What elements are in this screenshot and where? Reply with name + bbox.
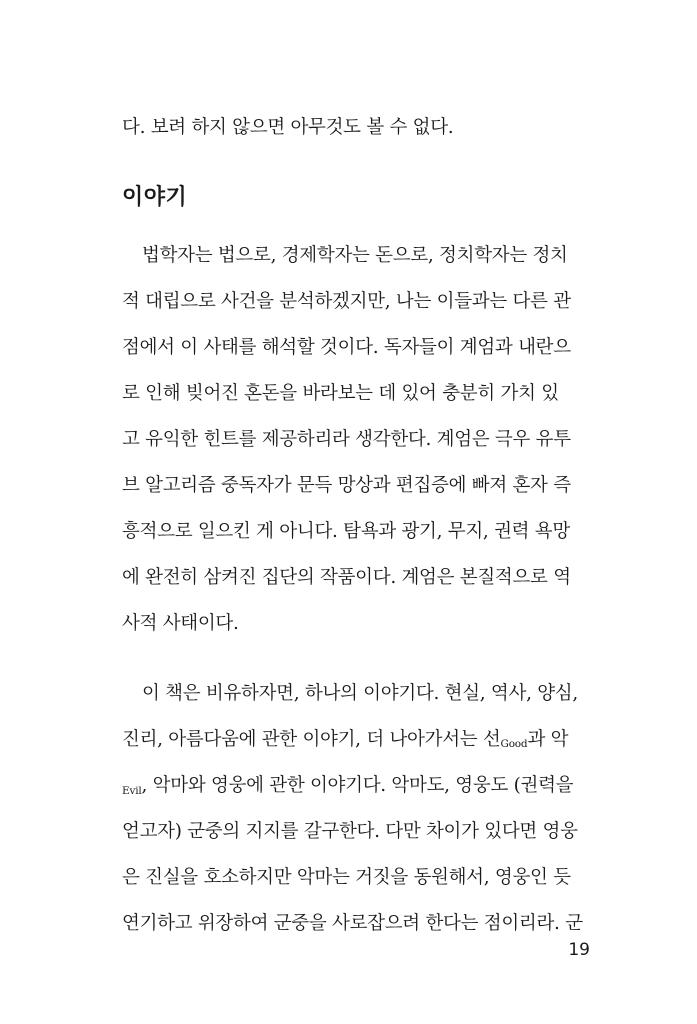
- paragraph2-line-4: 얻고자) 군중의 지지를 갈구한다. 다만 차이가 있다면 영웅: [122, 821, 578, 842]
- paragraph2-line-5: 은 진실을 호소하지만 악마는 거짓을 동원해서, 영웅인 듯: [122, 867, 571, 888]
- paragraph1-line-4: 로 인해 빚어진 혼돈을 바라보는 데 있어 충분히 가치 있: [122, 383, 559, 404]
- paragraph2-line-2-main: 진리, 아름다움에 관한 이야기, 더 나아가서는 선: [122, 729, 501, 750]
- paragraph1-line-3: 점에서 이 사태를 해석할 것이다. 독자들이 계엄과 내란으: [122, 337, 571, 358]
- paragraph2-line-2-end: 과 악: [527, 729, 569, 750]
- paragraph1-line-9: 사적 사태이다.: [122, 613, 239, 634]
- good-annotation: Good: [500, 738, 528, 750]
- paragraph2-line-3-main: , 악마와 영웅에 관한 이야기다. 악마도, 영웅도 (권력을: [141, 775, 574, 796]
- paragraph2-line-3: [122, 774, 592, 800]
- paragraph2-line-2: [122, 728, 592, 754]
- paragraph2-line-6: 연기하고 위장하여 군중을 사로잡으려 한다는 점이리라. 군: [122, 913, 583, 934]
- paragraph1-line-1: 법학자는 법으로, 경제학자는 돈으로, 정치학자는 정치: [142, 245, 568, 266]
- paragraph1-line-2: 적 대립으로 사건을 분석하겠지만, 나는 이들과는 다른 관: [122, 291, 571, 312]
- paragraph1-line-8: 에 완전히 삼켜진 집단의 작품이다. 계엄은 본질적으로 역: [122, 567, 571, 588]
- page-number: 19: [568, 940, 590, 960]
- paragraph1-line-6: 브 알고리즘 중독자가 문득 망상과 편집증에 빠져 혼자 즉: [122, 475, 571, 496]
- section-heading: 이야기: [122, 185, 188, 210]
- paragraph2-line-1: 이 책은 비유하자면, 하나의 이야기다. 현실, 역사, 양심,: [142, 683, 578, 704]
- paragraph1-line-5: 고 유익한 힌트를 제공하리라 생각한다. 계엄은 극우 유투: [122, 429, 571, 450]
- evil-annotation: Evil: [122, 785, 142, 797]
- paragraph1-line-7: 흥적으로 일으킨 게 아니다. 탐욕과 광기, 무지, 권력 욕망: [122, 521, 570, 542]
- intro-line: 다. 보려 하지 않으면 아무것도 볼 수 없다.: [122, 117, 454, 138]
